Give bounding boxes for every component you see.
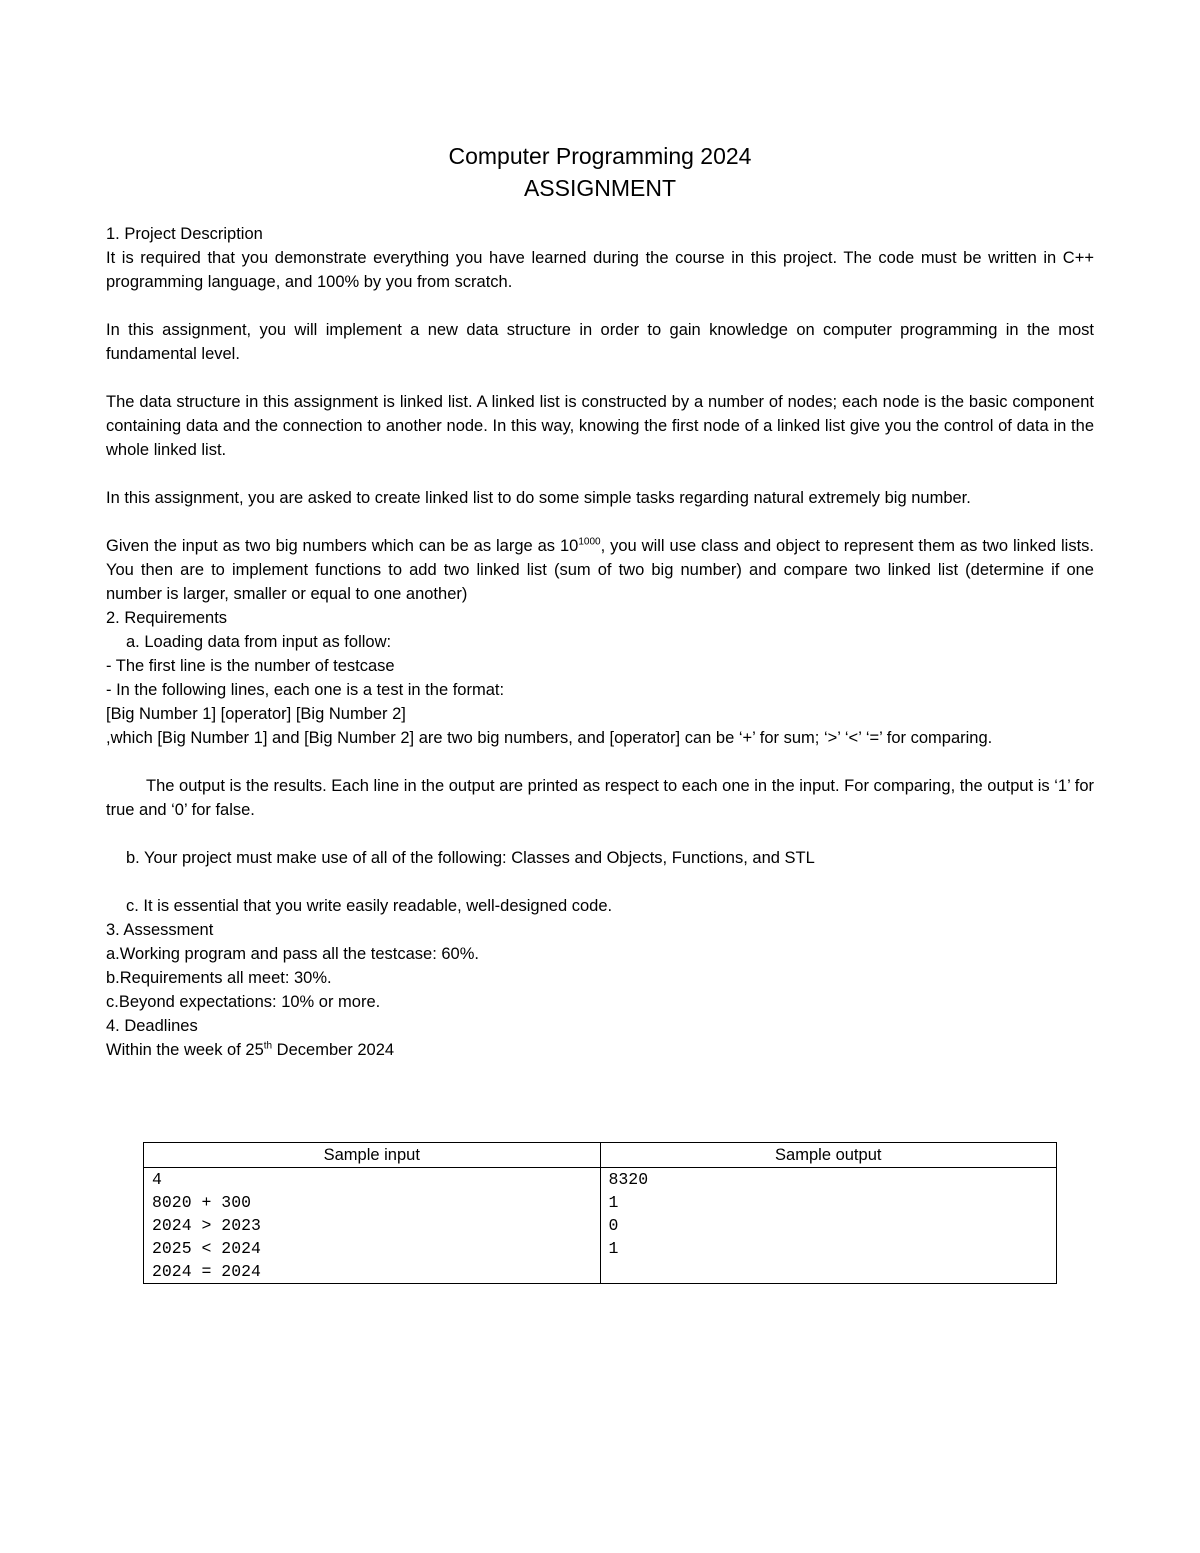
- sample-output-cell: [600, 1168, 1057, 1284]
- section-heading-project-description: 1. Project Description: [106, 225, 263, 243]
- paragraph-task: In this assignment, you are asked to create linked list to do some simple tasks regarding natural extremely big number.: [106, 489, 971, 507]
- deadline-text-after: December 2024: [272, 1041, 395, 1059]
- sample-input-cell: [144, 1168, 601, 1284]
- requirement-a-line-3: [Big Number 1] [operator] [Big Number 2]: [106, 705, 406, 723]
- sample-input-line: 8020 + 300: [152, 1193, 252, 1212]
- sample-input-header: Sample input: [144, 1143, 601, 1168]
- sample-output-line: 0: [608, 1216, 619, 1235]
- requirement-a: a. Loading data from input as follow:: [126, 633, 392, 651]
- requirement-a-line-4: ,which [Big Number 1] and [Big Number 2] are two big numbers, and [operator] can be ‘+’ for sum; ‘>’ ‘<’ ‘=’ for comparing.: [106, 729, 993, 747]
- big-number-text-before: Given the input as two big numbers which can be as large as 10: [106, 537, 579, 555]
- sample-output-line: 1: [608, 1193, 619, 1212]
- big-number-text-after: , you will use class and object to represent them as two linked lists. You then are to implement functions to add two linked list (sum of two big number) and compare two linked list (determine if one number is larger, smaller or equal to one another): [106, 537, 1095, 603]
- deadline-text-before: Within the week of 25: [106, 1041, 264, 1059]
- requirement-a-line-1: - The first line is the number of testcase: [106, 657, 395, 675]
- document-body: [106, 140, 1094, 1062]
- assessment-b: b.Requirements all meet: 30%.: [106, 969, 332, 987]
- sample-table-body-row: [144, 1168, 1057, 1284]
- sample-input-line: 2024 = 2024: [152, 1262, 261, 1281]
- document-title: Computer Programming 2024: [448, 143, 752, 169]
- assessment-c: c.Beyond expectations: 10% or more.: [106, 993, 381, 1011]
- paragraph-data-structure-goal: In this assignment, you will implement a new data structure in order to gain knowledge on computer programming in the most fundamental level.: [106, 321, 1094, 363]
- section-heading-requirements: 2. Requirements: [106, 609, 228, 627]
- document-subtitle: ASSIGNMENT: [523, 175, 677, 201]
- section-heading-deadlines: 4. Deadlines: [106, 1017, 198, 1035]
- big-number-exponent: 1000: [578, 536, 601, 548]
- deadline-text: [106, 1038, 1094, 1062]
- sample-input-line: 2025 < 2024: [152, 1239, 261, 1258]
- deadline-ordinal: th: [263, 1040, 273, 1052]
- sample-table-header-row: [144, 1143, 1057, 1168]
- requirement-c: c. It is essential that you write easily readable, well-designed code.: [126, 897, 613, 915]
- section-heading-assessment: 3. Assessment: [106, 921, 214, 939]
- sample-input-line: 2024 > 2023: [152, 1216, 261, 1235]
- paragraph-big-numbers: [106, 534, 1094, 606]
- requirement-b: b. Your project must make use of all of the following: Classes and Objects, Functions, and STL: [126, 849, 815, 867]
- sample-output-header: Sample output: [600, 1143, 1057, 1168]
- sample-input-line: 4: [152, 1170, 162, 1189]
- assessment-a: a.Working program and pass all the testcase: 60%.: [106, 945, 479, 963]
- paragraph-intro: It is required that you demonstrate everything you have learned during the course in this project. The code must be written in C++ programming language, and 100% by you from scratch.: [106, 249, 1094, 291]
- sample-table: [143, 1142, 1057, 1284]
- output-description: The output is the results. Each line in the output are printed as respect to each one in the input. For comparing, the output is ‘1’ for true and ‘0’ for false.: [106, 777, 1094, 819]
- paragraph-linked-list: The data structure in this assignment is linked list. A linked list is constructed by a number of nodes; each node is the basic component containing data and the connection to another node. In this way, knowing the first node of a linked list give you the control of data in the whole linked list.: [106, 393, 1094, 459]
- sample-output-line: 8320: [608, 1170, 649, 1189]
- sample-output-line: 1: [608, 1239, 619, 1258]
- sample-table-container: [143, 1142, 1057, 1284]
- requirement-a-line-2: - In the following lines, each one is a test in the format:: [106, 681, 505, 699]
